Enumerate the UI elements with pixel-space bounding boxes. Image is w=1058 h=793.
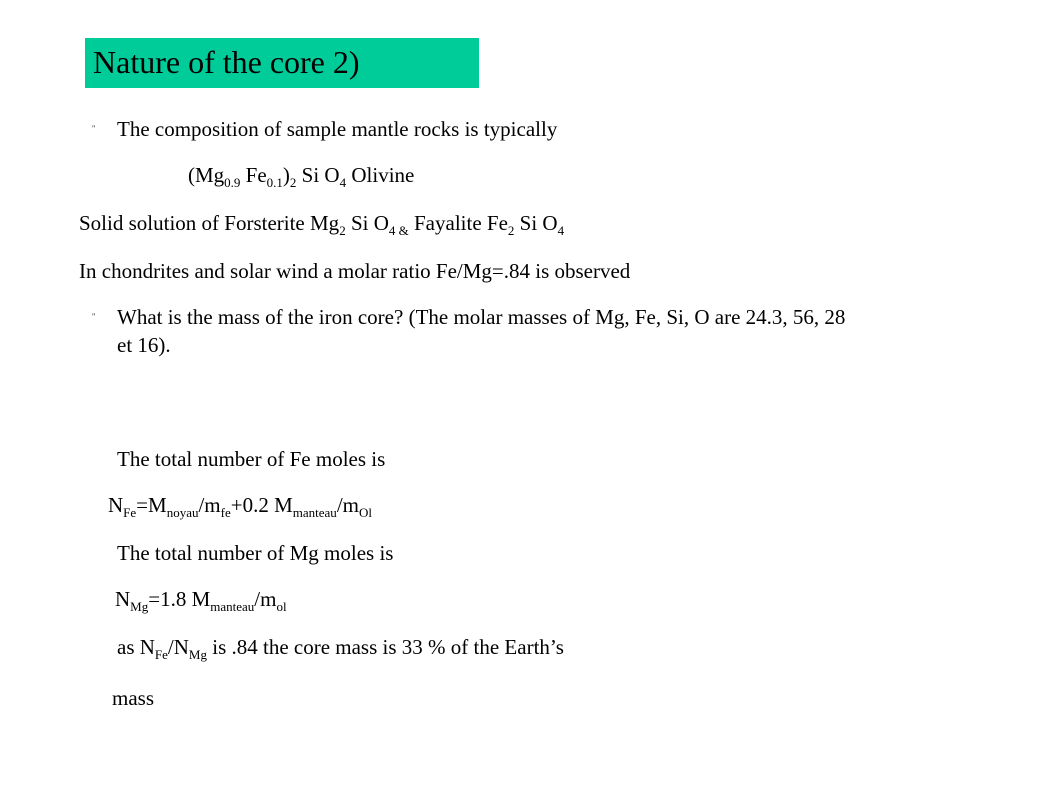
bullet-composition: The composition of sample mantle rocks is typically bbox=[117, 117, 558, 141]
question-line-2: et 16). bbox=[117, 333, 171, 357]
bullet-marker: " bbox=[92, 124, 96, 133]
mg-moles-text: The total number of Mg moles is bbox=[117, 541, 394, 565]
mass-word: mass bbox=[112, 686, 154, 710]
slide-title: Nature of the core 2) bbox=[93, 44, 360, 80]
solid-solution-line: Solid solution of Forsterite $Mg_2$ Si $O_{4 \&}$ Fayalite $Fe_2$ Si $O_4$ bbox=[79, 211, 565, 238]
olivine-formula: ($Mg_{0.9}$ $Fe_{0.1})_2$ Si $O_4$ Olivine bbox=[188, 163, 415, 190]
bullet-marker: " bbox=[92, 312, 96, 321]
mg-formula: $N_{Mg}=1.8$ $M_{manteau}/m_{ol}$ bbox=[115, 587, 287, 614]
ratio-line: as $N_{Fe}/N_{Mg}$ is .84 the core mass is 33 % of the Earth’s bbox=[117, 635, 564, 662]
question-line-1: What is the mass of the iron core? (The molar masses of Mg, Fe, Si, O are 24.3, 56, 28 bbox=[117, 305, 846, 329]
chondrites-line: In chondrites and solar wind a molar ratio Fe/Mg=.84 is observed bbox=[79, 259, 631, 283]
title-box bbox=[85, 38, 479, 88]
fe-moles-text: The total number of Fe moles is bbox=[117, 447, 386, 471]
fe-formula: $N_{Fe}=M_{noyau}/m_{fe}+0.2$ $M_{manteau}/m_{Ol}$ bbox=[108, 493, 372, 520]
